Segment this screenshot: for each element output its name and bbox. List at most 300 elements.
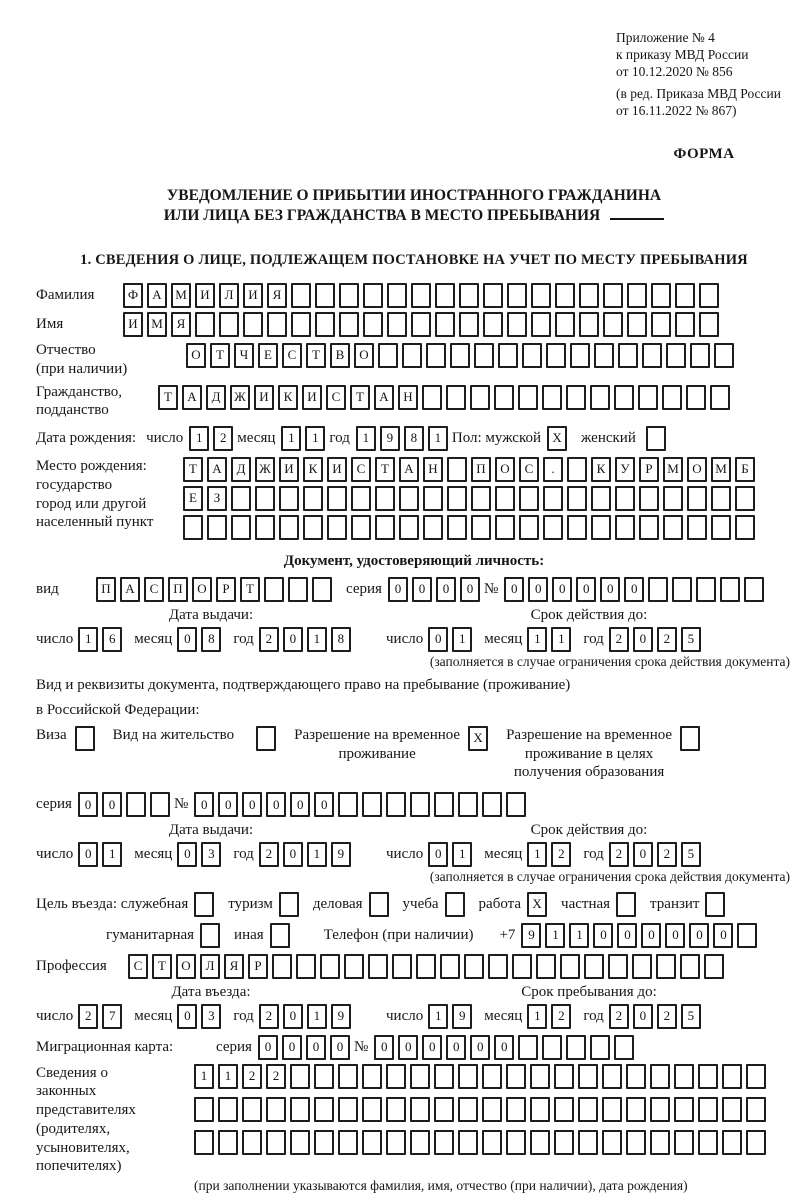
cell[interactable]: Т — [210, 343, 230, 368]
cell[interactable] — [615, 486, 635, 511]
cell[interactable]: 1 — [281, 426, 301, 451]
cell[interactable] — [735, 515, 755, 540]
cell[interactable]: 1 — [356, 426, 376, 451]
cell[interactable]: 1 — [189, 426, 209, 451]
cell[interactable] — [602, 1097, 622, 1122]
cell[interactable]: 0 — [446, 1035, 466, 1060]
cell[interactable] — [75, 726, 95, 751]
cell[interactable] — [471, 515, 491, 540]
cell[interactable] — [638, 385, 658, 410]
cell[interactable] — [591, 515, 611, 540]
cell[interactable] — [686, 385, 706, 410]
cell[interactable] — [698, 1097, 718, 1122]
cell[interactable]: X — [468, 726, 488, 751]
cell[interactable] — [737, 923, 757, 948]
cell[interactable] — [458, 1097, 478, 1122]
cell[interactable] — [650, 1064, 670, 1089]
cell[interactable]: З — [207, 486, 227, 511]
cell[interactable] — [303, 515, 323, 540]
cell[interactable]: И — [327, 457, 347, 482]
cell[interactable]: 1 — [569, 923, 589, 948]
cell[interactable]: Ж — [230, 385, 250, 410]
cell[interactable]: 1 — [194, 1064, 214, 1089]
cell[interactable] — [536, 954, 556, 979]
purpose-chastnaya-checkbox[interactable] — [616, 892, 640, 917]
cell[interactable] — [495, 515, 515, 540]
cell[interactable] — [687, 486, 707, 511]
cell[interactable] — [434, 1064, 454, 1089]
cell[interactable]: 1 — [307, 1004, 327, 1029]
cell[interactable] — [386, 1097, 406, 1122]
cell[interactable]: 2 — [213, 426, 233, 451]
cell[interactable] — [674, 1097, 694, 1122]
cell[interactable]: 1 — [78, 627, 98, 652]
cell[interactable]: 0 — [398, 1035, 418, 1060]
cell[interactable]: О — [186, 343, 206, 368]
cell[interactable] — [218, 1130, 238, 1155]
cell[interactable]: М — [663, 457, 683, 482]
cell[interactable] — [194, 1130, 214, 1155]
cell[interactable] — [266, 1130, 286, 1155]
cell[interactable] — [506, 792, 526, 817]
cell[interactable] — [518, 385, 538, 410]
cell[interactable] — [650, 1097, 670, 1122]
cell[interactable]: 2 — [242, 1064, 262, 1089]
cell[interactable] — [218, 1097, 238, 1122]
cell[interactable] — [339, 312, 359, 337]
cell[interactable] — [666, 343, 686, 368]
cell[interactable] — [744, 577, 764, 602]
cell[interactable] — [482, 1130, 502, 1155]
cell[interactable] — [288, 577, 308, 602]
cell[interactable] — [219, 312, 239, 337]
cell[interactable]: 0 — [633, 627, 653, 652]
cell[interactable] — [567, 486, 587, 511]
cell[interactable] — [714, 343, 734, 368]
cell[interactable]: X — [527, 892, 547, 917]
cell[interactable]: 2 — [551, 1004, 571, 1029]
cell[interactable] — [711, 515, 731, 540]
cell[interactable] — [627, 283, 647, 308]
temp-residence-edu-checkbox[interactable] — [680, 726, 704, 751]
cell[interactable] — [696, 577, 716, 602]
cell[interactable] — [506, 1064, 526, 1089]
cell[interactable] — [338, 1097, 358, 1122]
cell[interactable] — [519, 486, 539, 511]
purpose-gumanitarnaya-checkbox[interactable] — [200, 923, 224, 948]
cell[interactable] — [522, 343, 542, 368]
cell[interactable] — [296, 954, 316, 979]
cell[interactable] — [464, 954, 484, 979]
cell[interactable] — [646, 426, 666, 451]
cell[interactable]: 0 — [258, 1035, 278, 1060]
cell[interactable]: 0 — [242, 792, 262, 817]
cell[interactable] — [242, 1130, 262, 1155]
cell[interactable]: 2 — [78, 1004, 98, 1029]
cell[interactable]: Н — [423, 457, 443, 482]
cell[interactable] — [314, 1130, 334, 1155]
cell[interactable]: М — [147, 312, 167, 337]
cell[interactable]: 0 — [713, 923, 733, 948]
cell[interactable] — [291, 312, 311, 337]
cell[interactable] — [602, 1064, 622, 1089]
cell[interactable] — [378, 343, 398, 368]
cell[interactable] — [602, 1130, 622, 1155]
cell[interactable] — [626, 1064, 646, 1089]
cell[interactable] — [674, 1130, 694, 1155]
cell[interactable]: 1 — [102, 842, 122, 867]
cell[interactable] — [375, 515, 395, 540]
cell[interactable] — [411, 283, 431, 308]
cell[interactable] — [410, 792, 430, 817]
cell[interactable] — [698, 1130, 718, 1155]
cell[interactable] — [722, 1064, 742, 1089]
cell[interactable]: 9 — [521, 923, 541, 948]
cell[interactable] — [315, 283, 335, 308]
cell[interactable] — [255, 486, 275, 511]
cell[interactable]: 2 — [266, 1064, 286, 1089]
cell[interactable]: Н — [398, 385, 418, 410]
cell[interactable]: 3 — [201, 1004, 221, 1029]
cell[interactable] — [270, 923, 290, 948]
purpose-sluzhebnaya-checkbox[interactable] — [194, 892, 218, 917]
cell[interactable] — [339, 283, 359, 308]
cell[interactable] — [680, 954, 700, 979]
cell[interactable] — [362, 1097, 382, 1122]
cell[interactable]: 1 — [527, 1004, 547, 1029]
cell[interactable]: 0 — [283, 1004, 303, 1029]
cell[interactable] — [594, 343, 614, 368]
purpose-turizm-checkbox[interactable] — [279, 892, 303, 917]
cell[interactable] — [363, 283, 383, 308]
cell[interactable] — [450, 343, 470, 368]
cell[interactable]: 0 — [617, 923, 637, 948]
cell[interactable] — [279, 515, 299, 540]
cell[interactable] — [410, 1130, 430, 1155]
cell[interactable]: 0 — [428, 842, 448, 867]
cell[interactable] — [483, 283, 503, 308]
cell[interactable] — [207, 515, 227, 540]
cell[interactable]: 0 — [665, 923, 685, 948]
cell[interactable]: 0 — [374, 1035, 394, 1060]
cell[interactable] — [579, 283, 599, 308]
cell[interactable] — [570, 343, 590, 368]
cell[interactable] — [498, 343, 518, 368]
cell[interactable] — [150, 792, 170, 817]
cell[interactable]: 0 — [314, 792, 334, 817]
cell[interactable]: Т — [158, 385, 178, 410]
cell[interactable]: 8 — [404, 426, 424, 451]
cell[interactable]: Ч — [234, 343, 254, 368]
cell[interactable] — [530, 1064, 550, 1089]
cell[interactable]: 0 — [633, 842, 653, 867]
cell[interactable] — [435, 312, 455, 337]
cell[interactable]: 0 — [552, 577, 572, 602]
cell[interactable]: 0 — [177, 1004, 197, 1029]
cell[interactable]: Е — [258, 343, 278, 368]
cell[interactable] — [722, 1130, 742, 1155]
cell[interactable] — [200, 923, 220, 948]
cell[interactable] — [387, 283, 407, 308]
cell[interactable] — [392, 954, 412, 979]
cell[interactable] — [720, 577, 740, 602]
cell[interactable] — [566, 385, 586, 410]
cell[interactable]: 2 — [259, 627, 279, 652]
cell[interactable] — [351, 486, 371, 511]
cell[interactable]: 0 — [177, 627, 197, 652]
cell[interactable]: Р — [639, 457, 659, 482]
cell[interactable]: 1 — [305, 426, 325, 451]
cell[interactable]: 0 — [422, 1035, 442, 1060]
cell[interactable]: 6 — [102, 627, 122, 652]
cell[interactable]: Я — [267, 283, 287, 308]
cell[interactable]: X — [547, 426, 567, 451]
cell[interactable]: С — [326, 385, 346, 410]
cell[interactable]: 0 — [218, 792, 238, 817]
cell[interactable] — [560, 954, 580, 979]
cell[interactable]: Е — [183, 486, 203, 511]
cell[interactable] — [256, 726, 276, 751]
cell[interactable] — [126, 792, 146, 817]
cell[interactable] — [410, 1097, 430, 1122]
cell[interactable] — [459, 283, 479, 308]
cell[interactable]: 1 — [307, 627, 327, 652]
cell[interactable] — [279, 486, 299, 511]
cell[interactable] — [651, 283, 671, 308]
cell[interactable] — [675, 312, 695, 337]
cell[interactable] — [434, 792, 454, 817]
cell[interactable] — [546, 343, 566, 368]
cell[interactable]: 0 — [428, 627, 448, 652]
cell[interactable] — [651, 312, 671, 337]
cell[interactable] — [447, 515, 467, 540]
cell[interactable]: Р — [248, 954, 268, 979]
cell[interactable]: О — [192, 577, 212, 602]
cell[interactable] — [272, 954, 292, 979]
cell[interactable] — [434, 1130, 454, 1155]
cell[interactable] — [555, 283, 575, 308]
cell[interactable] — [183, 515, 203, 540]
cell[interactable] — [386, 792, 406, 817]
cell[interactable] — [735, 486, 755, 511]
cell[interactable] — [687, 515, 707, 540]
cell[interactable]: 8 — [201, 627, 221, 652]
cell[interactable] — [368, 954, 388, 979]
cell[interactable]: Ж — [255, 457, 275, 482]
cell[interactable]: 0 — [78, 792, 98, 817]
cell[interactable] — [314, 1097, 334, 1122]
cell[interactable] — [555, 312, 575, 337]
cell[interactable]: О — [176, 954, 196, 979]
cell[interactable] — [194, 892, 214, 917]
cell[interactable]: 8 — [331, 627, 351, 652]
cell[interactable] — [699, 283, 719, 308]
cell[interactable] — [554, 1064, 574, 1089]
cell[interactable]: Я — [171, 312, 191, 337]
cell[interactable]: П — [96, 577, 116, 602]
cell[interactable]: 9 — [452, 1004, 472, 1029]
cell[interactable]: 2 — [657, 627, 677, 652]
cell[interactable] — [243, 312, 263, 337]
cell[interactable] — [590, 385, 610, 410]
cell[interactable] — [603, 283, 623, 308]
purpose-rabota-checkbox[interactable] — [527, 892, 551, 917]
cell[interactable] — [242, 1097, 262, 1122]
temp-residence-checkbox[interactable] — [468, 726, 492, 751]
cell[interactable]: Б — [735, 457, 755, 482]
cell[interactable] — [315, 312, 335, 337]
cell[interactable] — [746, 1064, 766, 1089]
cell[interactable] — [626, 1097, 646, 1122]
cell[interactable]: 2 — [609, 627, 629, 652]
cell[interactable] — [327, 486, 347, 511]
cell[interactable] — [711, 486, 731, 511]
cell[interactable] — [650, 1130, 670, 1155]
cell[interactable]: 2 — [609, 842, 629, 867]
cell[interactable]: 0 — [283, 627, 303, 652]
cell[interactable]: 0 — [633, 1004, 653, 1029]
cell[interactable]: Я — [224, 954, 244, 979]
cell[interactable]: 2 — [609, 1004, 629, 1029]
cell[interactable] — [519, 515, 539, 540]
cell[interactable] — [603, 312, 623, 337]
cell[interactable] — [435, 283, 455, 308]
cell[interactable]: Д — [231, 457, 251, 482]
cell[interactable] — [194, 1097, 214, 1122]
cell[interactable]: 3 — [201, 842, 221, 867]
cell[interactable] — [578, 1064, 598, 1089]
cell[interactable]: И — [302, 385, 322, 410]
cell[interactable]: Л — [219, 283, 239, 308]
cell[interactable] — [656, 954, 676, 979]
cell[interactable] — [506, 1130, 526, 1155]
cell[interactable]: 1 — [218, 1064, 238, 1089]
cell[interactable]: М — [171, 283, 191, 308]
cell[interactable] — [488, 954, 508, 979]
cell[interactable] — [495, 486, 515, 511]
cell[interactable]: Т — [183, 457, 203, 482]
cell[interactable] — [458, 792, 478, 817]
cell[interactable]: 1 — [428, 426, 448, 451]
cell[interactable] — [710, 385, 730, 410]
cell[interactable] — [303, 486, 323, 511]
cell[interactable]: 1 — [452, 842, 472, 867]
cell[interactable] — [530, 1130, 550, 1155]
cell[interactable] — [195, 312, 215, 337]
cell[interactable]: А — [374, 385, 394, 410]
cell[interactable] — [662, 385, 682, 410]
cell[interactable]: О — [687, 457, 707, 482]
cell[interactable] — [440, 954, 460, 979]
cell[interactable] — [578, 1097, 598, 1122]
cell[interactable]: Л — [200, 954, 220, 979]
cell[interactable] — [632, 954, 652, 979]
cell[interactable]: 0 — [330, 1035, 350, 1060]
cell[interactable] — [459, 312, 479, 337]
cell[interactable]: А — [182, 385, 202, 410]
cell[interactable] — [567, 515, 587, 540]
cell[interactable] — [416, 954, 436, 979]
cell[interactable] — [614, 1035, 634, 1060]
cell[interactable] — [231, 486, 251, 511]
cell[interactable] — [746, 1097, 766, 1122]
cell[interactable] — [642, 343, 662, 368]
cell[interactable]: В — [330, 343, 350, 368]
cell[interactable] — [426, 343, 446, 368]
cell[interactable] — [314, 1064, 334, 1089]
cell[interactable] — [672, 577, 692, 602]
cell[interactable]: И — [279, 457, 299, 482]
cell[interactable]: П — [168, 577, 188, 602]
cell[interactable]: 2 — [551, 842, 571, 867]
cell[interactable] — [445, 892, 465, 917]
cell[interactable] — [458, 1130, 478, 1155]
cell[interactable] — [474, 343, 494, 368]
cell[interactable] — [387, 312, 407, 337]
cell[interactable]: 0 — [641, 923, 661, 948]
cell[interactable] — [458, 1064, 478, 1089]
cell[interactable] — [705, 892, 725, 917]
cell[interactable]: 2 — [657, 842, 677, 867]
cell[interactable]: К — [303, 457, 323, 482]
cell[interactable]: 0 — [282, 1035, 302, 1060]
cell[interactable] — [616, 892, 636, 917]
cell[interactable] — [530, 1097, 550, 1122]
cell[interactable]: 0 — [470, 1035, 490, 1060]
cell[interactable] — [507, 283, 527, 308]
cell[interactable] — [482, 1064, 502, 1089]
cell[interactable] — [626, 1130, 646, 1155]
cell[interactable] — [614, 385, 634, 410]
cell[interactable] — [531, 283, 551, 308]
cell[interactable]: 0 — [576, 577, 596, 602]
cell[interactable] — [698, 1064, 718, 1089]
cell[interactable] — [338, 792, 358, 817]
cell[interactable]: С — [128, 954, 148, 979]
cell[interactable] — [264, 577, 284, 602]
cell[interactable]: 0 — [528, 577, 548, 602]
cell[interactable] — [423, 486, 443, 511]
cell[interactable] — [291, 283, 311, 308]
cell[interactable]: М — [711, 457, 731, 482]
cell[interactable] — [566, 1035, 586, 1060]
cell[interactable] — [590, 1035, 610, 1060]
cell[interactable] — [266, 1097, 286, 1122]
residence-permit-checkbox[interactable] — [256, 726, 280, 751]
cell[interactable]: А — [147, 283, 167, 308]
cell[interactable]: 1 — [527, 627, 547, 652]
cell[interactable]: 5 — [681, 1004, 701, 1029]
purpose-inaya-checkbox[interactable] — [270, 923, 294, 948]
cell[interactable] — [483, 312, 503, 337]
cell[interactable] — [423, 515, 443, 540]
cell[interactable]: 0 — [102, 792, 122, 817]
cell[interactable] — [399, 486, 419, 511]
cell[interactable] — [507, 312, 527, 337]
cell[interactable]: И — [254, 385, 274, 410]
cell[interactable] — [290, 1064, 310, 1089]
cell[interactable]: 9 — [331, 1004, 351, 1029]
cell[interactable]: 1 — [452, 627, 472, 652]
cell[interactable]: Ф — [123, 283, 143, 308]
cell[interactable] — [351, 515, 371, 540]
cell[interactable] — [591, 486, 611, 511]
cell[interactable] — [312, 577, 332, 602]
cell[interactable]: 0 — [177, 842, 197, 867]
cell[interactable]: 1 — [527, 842, 547, 867]
cell[interactable] — [554, 1130, 574, 1155]
cell[interactable]: С — [351, 457, 371, 482]
